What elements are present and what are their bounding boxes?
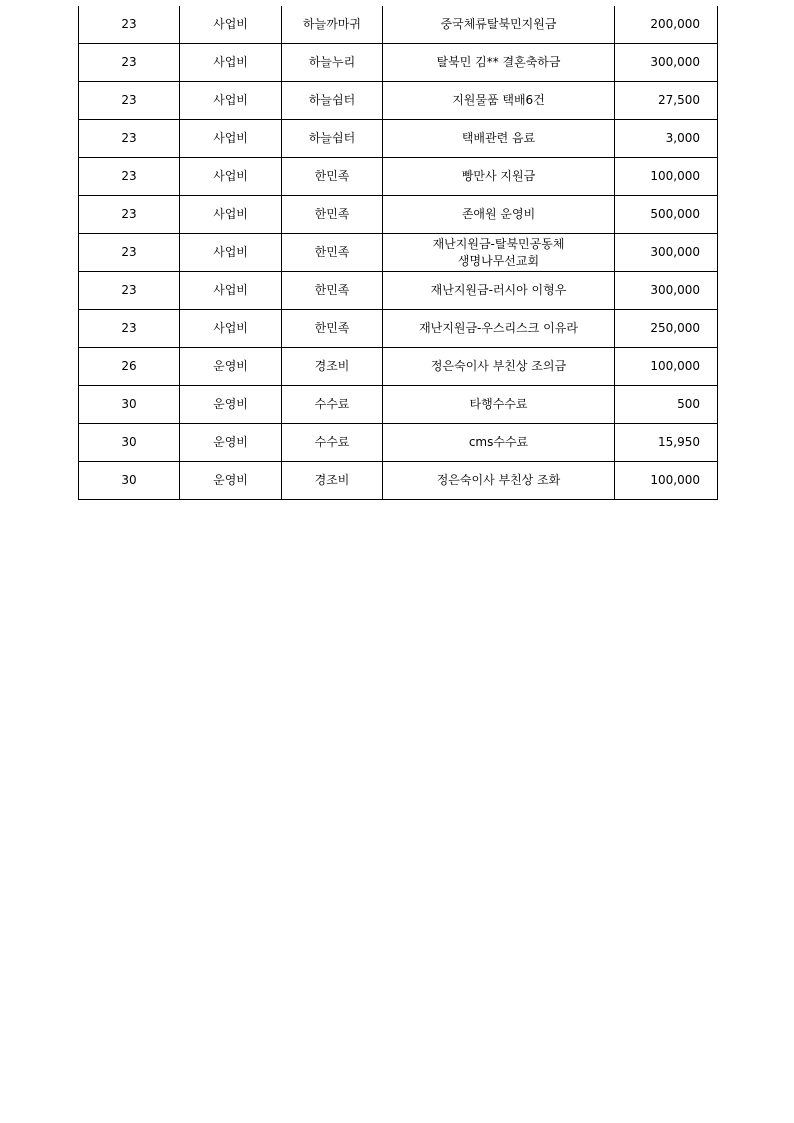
cell-category: 사업비 xyxy=(180,120,282,158)
table-row xyxy=(79,348,718,386)
cell-day: 23 xyxy=(79,82,180,120)
cell-day: 30 xyxy=(79,386,180,424)
cell-category: 사업비 xyxy=(180,6,282,44)
description-line: 지원물품 택배6건 xyxy=(452,93,545,107)
cell-description xyxy=(383,82,615,120)
cell-description xyxy=(383,386,615,424)
table-row xyxy=(79,120,718,158)
cell-day: 23 xyxy=(79,158,180,196)
cell-description xyxy=(383,234,615,272)
cell-description xyxy=(383,158,615,196)
cell-description xyxy=(383,272,615,310)
cell-subcategory: 경조비 xyxy=(282,462,383,500)
cell-day: 30 xyxy=(79,424,180,462)
cell-subcategory: 하늘쉼터 xyxy=(282,120,383,158)
cell-amount: 15,950 xyxy=(615,424,718,462)
description-line: 생명나무선교회 xyxy=(457,253,540,268)
description-line: 정은숙이사 부친상 조의금 xyxy=(430,359,567,373)
cell-subcategory: 하늘까마귀 xyxy=(282,6,383,44)
cell-amount: 300,000 xyxy=(615,234,718,272)
cell-day: 30 xyxy=(79,462,180,500)
table-row xyxy=(79,158,718,196)
cell-subcategory: 한민족 xyxy=(282,234,383,272)
cell-category: 사업비 xyxy=(180,82,282,120)
cell-day: 26 xyxy=(79,348,180,386)
cell-category: 사업비 xyxy=(180,310,282,348)
cell-description xyxy=(383,462,615,500)
description-line: 정은숙이사 부친상 조화 xyxy=(436,473,561,487)
cell-amount: 500,000 xyxy=(615,196,718,234)
description-line: 타행수수료 xyxy=(469,397,528,411)
cell-category: 사업비 xyxy=(180,158,282,196)
description-line: 중국체류탈북민지원금 xyxy=(440,17,557,31)
table-row xyxy=(79,234,718,272)
cell-day: 23 xyxy=(79,272,180,310)
cell-description xyxy=(383,196,615,234)
cell-subcategory: 한민족 xyxy=(282,272,383,310)
cell-category: 운영비 xyxy=(180,462,282,500)
table-row xyxy=(79,462,718,500)
table-row xyxy=(79,44,718,82)
cell-amount: 200,000 xyxy=(615,6,718,44)
ledger-body xyxy=(79,6,718,500)
cell-category: 운영비 xyxy=(180,348,282,386)
cell-subcategory: 수수료 xyxy=(282,386,383,424)
cell-subcategory: 수수료 xyxy=(282,424,383,462)
cell-category: 운영비 xyxy=(180,424,282,462)
table-row xyxy=(79,272,718,310)
cell-category: 사업비 xyxy=(180,196,282,234)
description-line: 재난지원금-우스리스크 이유라 xyxy=(419,321,578,335)
cell-amount: 100,000 xyxy=(615,158,718,196)
cell-subcategory: 한민족 xyxy=(282,196,383,234)
cell-amount: 250,000 xyxy=(615,310,718,348)
cell-subcategory: 한민족 xyxy=(282,158,383,196)
cell-description xyxy=(383,310,615,348)
table-row xyxy=(79,386,718,424)
description-line: 택배관련 음료 xyxy=(461,131,536,145)
cell-amount: 100,000 xyxy=(615,348,718,386)
cell-day: 23 xyxy=(79,6,180,44)
cell-subcategory: 한민족 xyxy=(282,310,383,348)
cell-description xyxy=(383,6,615,44)
cell-day: 23 xyxy=(79,44,180,82)
description-line: 재난지원금-러시아 이형우 xyxy=(430,283,567,297)
cell-amount: 27,500 xyxy=(615,82,718,120)
cell-category: 운영비 xyxy=(180,386,282,424)
table-row xyxy=(79,424,718,462)
cell-day: 23 xyxy=(79,234,180,272)
cell-description xyxy=(383,120,615,158)
cell-category: 사업비 xyxy=(180,44,282,82)
description-line: 탈북민 김** 결혼축하금 xyxy=(436,55,561,69)
cell-day: 23 xyxy=(79,120,180,158)
description-line: cms수수료 xyxy=(468,435,529,449)
cell-subcategory: 하늘누리 xyxy=(282,44,383,82)
cell-subcategory: 경조비 xyxy=(282,348,383,386)
cell-amount: 300,000 xyxy=(615,44,718,82)
description-line: 빵만사 지원금 xyxy=(461,169,536,183)
cell-description xyxy=(383,424,615,462)
table-row xyxy=(79,6,718,44)
table-row xyxy=(79,82,718,120)
cell-amount: 300,000 xyxy=(615,272,718,310)
cell-description xyxy=(383,348,615,386)
cell-category: 사업비 xyxy=(180,272,282,310)
cell-amount: 100,000 xyxy=(615,462,718,500)
cell-amount: 3,000 xyxy=(615,120,718,158)
table-row xyxy=(79,196,718,234)
cell-day: 23 xyxy=(79,196,180,234)
cell-amount: 500 xyxy=(615,386,718,424)
table-row xyxy=(79,310,718,348)
description-line: 존애원 운영비 xyxy=(461,207,536,221)
cell-day: 23 xyxy=(79,310,180,348)
description-line: 재난지원금-탈북민공동체 xyxy=(432,236,565,251)
cell-subcategory: 하늘쉼터 xyxy=(282,82,383,120)
cell-description xyxy=(383,44,615,82)
expense-ledger-table xyxy=(78,6,718,500)
cell-category: 사업비 xyxy=(180,234,282,272)
